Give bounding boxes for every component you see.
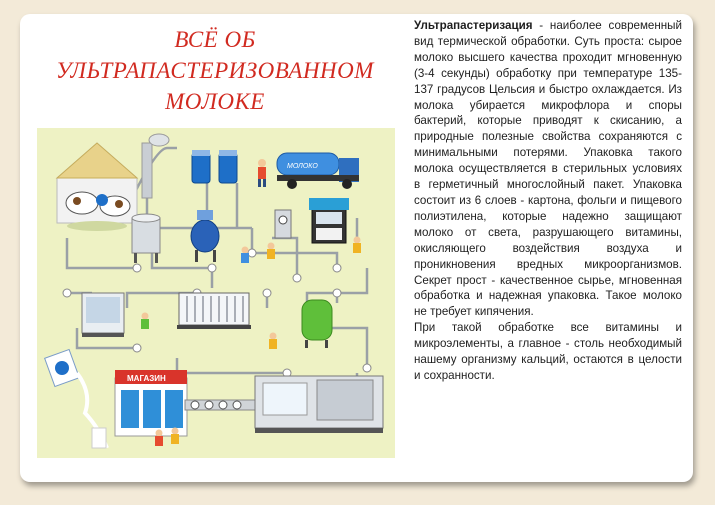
worker-near-exchanger — [269, 333, 277, 350]
title-line-1: ВСЁ ОБ — [174, 27, 256, 52]
worker-figure — [258, 159, 266, 187]
cooling-cabinet — [82, 293, 124, 337]
milk-carton — [45, 349, 107, 448]
steel-vat — [132, 214, 160, 263]
control-cabinet — [275, 210, 291, 238]
article-term: Ультрапастеризация — [414, 19, 533, 32]
article-paragraph-2: При такой обработке все витамины и микроэлементы, а главное - столь необходимый нашему организму кальций, остаются в целости и сохранности. — [414, 321, 682, 382]
packaging-conveyor — [185, 400, 255, 410]
shop-sign: МАГАЗИН — [127, 374, 166, 383]
green-storage-tank — [302, 300, 332, 348]
pasteurizer-unit — [191, 210, 219, 262]
packaging-machine — [255, 376, 383, 433]
article-paragraph-1 — [414, 18, 682, 320]
homogenizer-machine — [309, 198, 349, 243]
production-scheme-drawing — [37, 128, 395, 458]
truck-label: МОЛОКО — [287, 163, 318, 170]
milk-production-illustration — [37, 128, 395, 458]
heat-exchanger — [177, 293, 251, 329]
cooling-tanks — [142, 134, 169, 198]
title-line-3: МОЛОКЕ — [165, 89, 265, 114]
title-line-2: УЛЬТРАПАСТЕРИЗОВАННОМ — [56, 58, 374, 83]
milk-tanker-truck — [277, 153, 359, 189]
blue-milk-cans — [192, 150, 237, 183]
worker-small — [141, 313, 149, 330]
shop-building — [115, 370, 187, 436]
article-text — [414, 18, 682, 384]
page-title — [34, 24, 396, 117]
barn-with-cows — [57, 143, 137, 231]
article-paragraph-1-body: - наиболее современный вид термической обработки. Суть проста: сырое молоко высшего качества проходит мгновенную (3-4 секунды) обработку при температуре 135-137 градусов Цельсия и быстро охлаждается. Из молока убирается микрофлора и споры бактерий, которые приводят к скисанию, а природные полезные свойства сохраняются с минимальными потерями. Упаковка такого молока осуществляется в стерильных условиях в герметичный многослойный пакет. Упаковка состоит из 6 слоев - картона, фольги и пищевого полиэтилена, которые надежно защищают молоко от света, разрушающего витамины, окисляющего воздействия воздуха и проникновения вредных микроорганизмов. Секрет прост - качественное сырье, мгновенная обработка и надежная упаковка. Такое молоко не требует кипячения. — [414, 19, 682, 319]
